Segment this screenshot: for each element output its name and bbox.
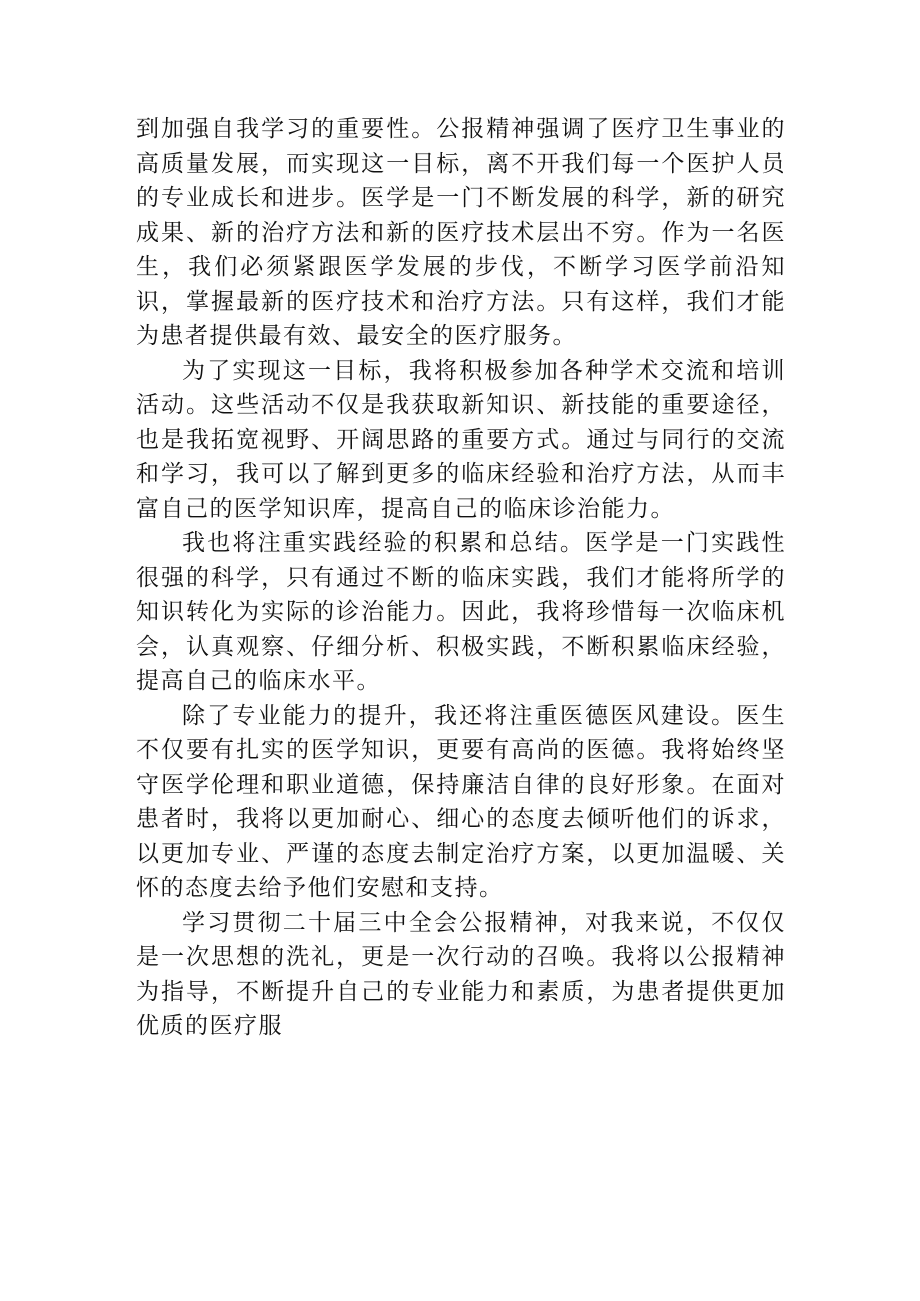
document-body bbox=[136, 112, 786, 1044]
paragraph-1: 到加强自我学习的重要性。公报精神强调了医疗卫生事业的高质量发展，而实现这一目标，离不开我们每一个医护人员的专业成长和进步。医学是一门不断发展的科学，新的研究成果、新的治疗方法和新的医疗技术层出不穷。作为一名医生，我们必须紧跟医学发展的步伐，不断学习医学前沿知识，掌握最新的医疗技术和治疗方法。只有这样，我们才能为患者提供最有效、最安全的医疗服务。 bbox=[136, 116, 786, 349]
paragraph-3: 我也将注重实践经验的积累和总结。医学是一门实践性很强的科学，只有通过不断的临床实践，我们才能将所学的知识转化为实际的诊治能力。因此，我将珍惜每一次临床机会，认真观察、仔细分析、积极实践，不断积累临床经验，提高自己的临床水平。 bbox=[136, 530, 786, 694]
paragraph-5: 学习贯彻二十届三中全会公报精神，对我来说，不仅仅是一次思想的洗礼，更是一次行动的召唤。我将以公报精神为指导，不断提升自己的专业能力和素质，为患者提供更加优质的医疗服 bbox=[136, 909, 786, 1039]
paragraph-2: 为了实现这一目标，我将积极参加各种学术交流和培训活动。这些活动不仅是我获取新知识、新技能的重要途径，也是我拓宽视野、开阔思路的重要方式。通过与同行的交流和学习，我可以了解到更多的临床经验和治疗方法，从而丰富自己的医学知识库，提高自己的临床诊治能力。 bbox=[136, 357, 786, 522]
paragraph-4: 除了专业能力的提升，我还将注重医德医风建设。医生不仅要有扎实的医学知识，更要有高尚的医德。我将始终坚守医学伦理和职业道德，保持廉洁自律的良好形象。在面对患者时，我将以更加耐心、细心的态度去倾听他们的诉求，以更加专业、严谨的态度去制定治疗方案，以更加温暖、关怀的态度去给予他们安慰和支持。 bbox=[136, 702, 786, 901]
